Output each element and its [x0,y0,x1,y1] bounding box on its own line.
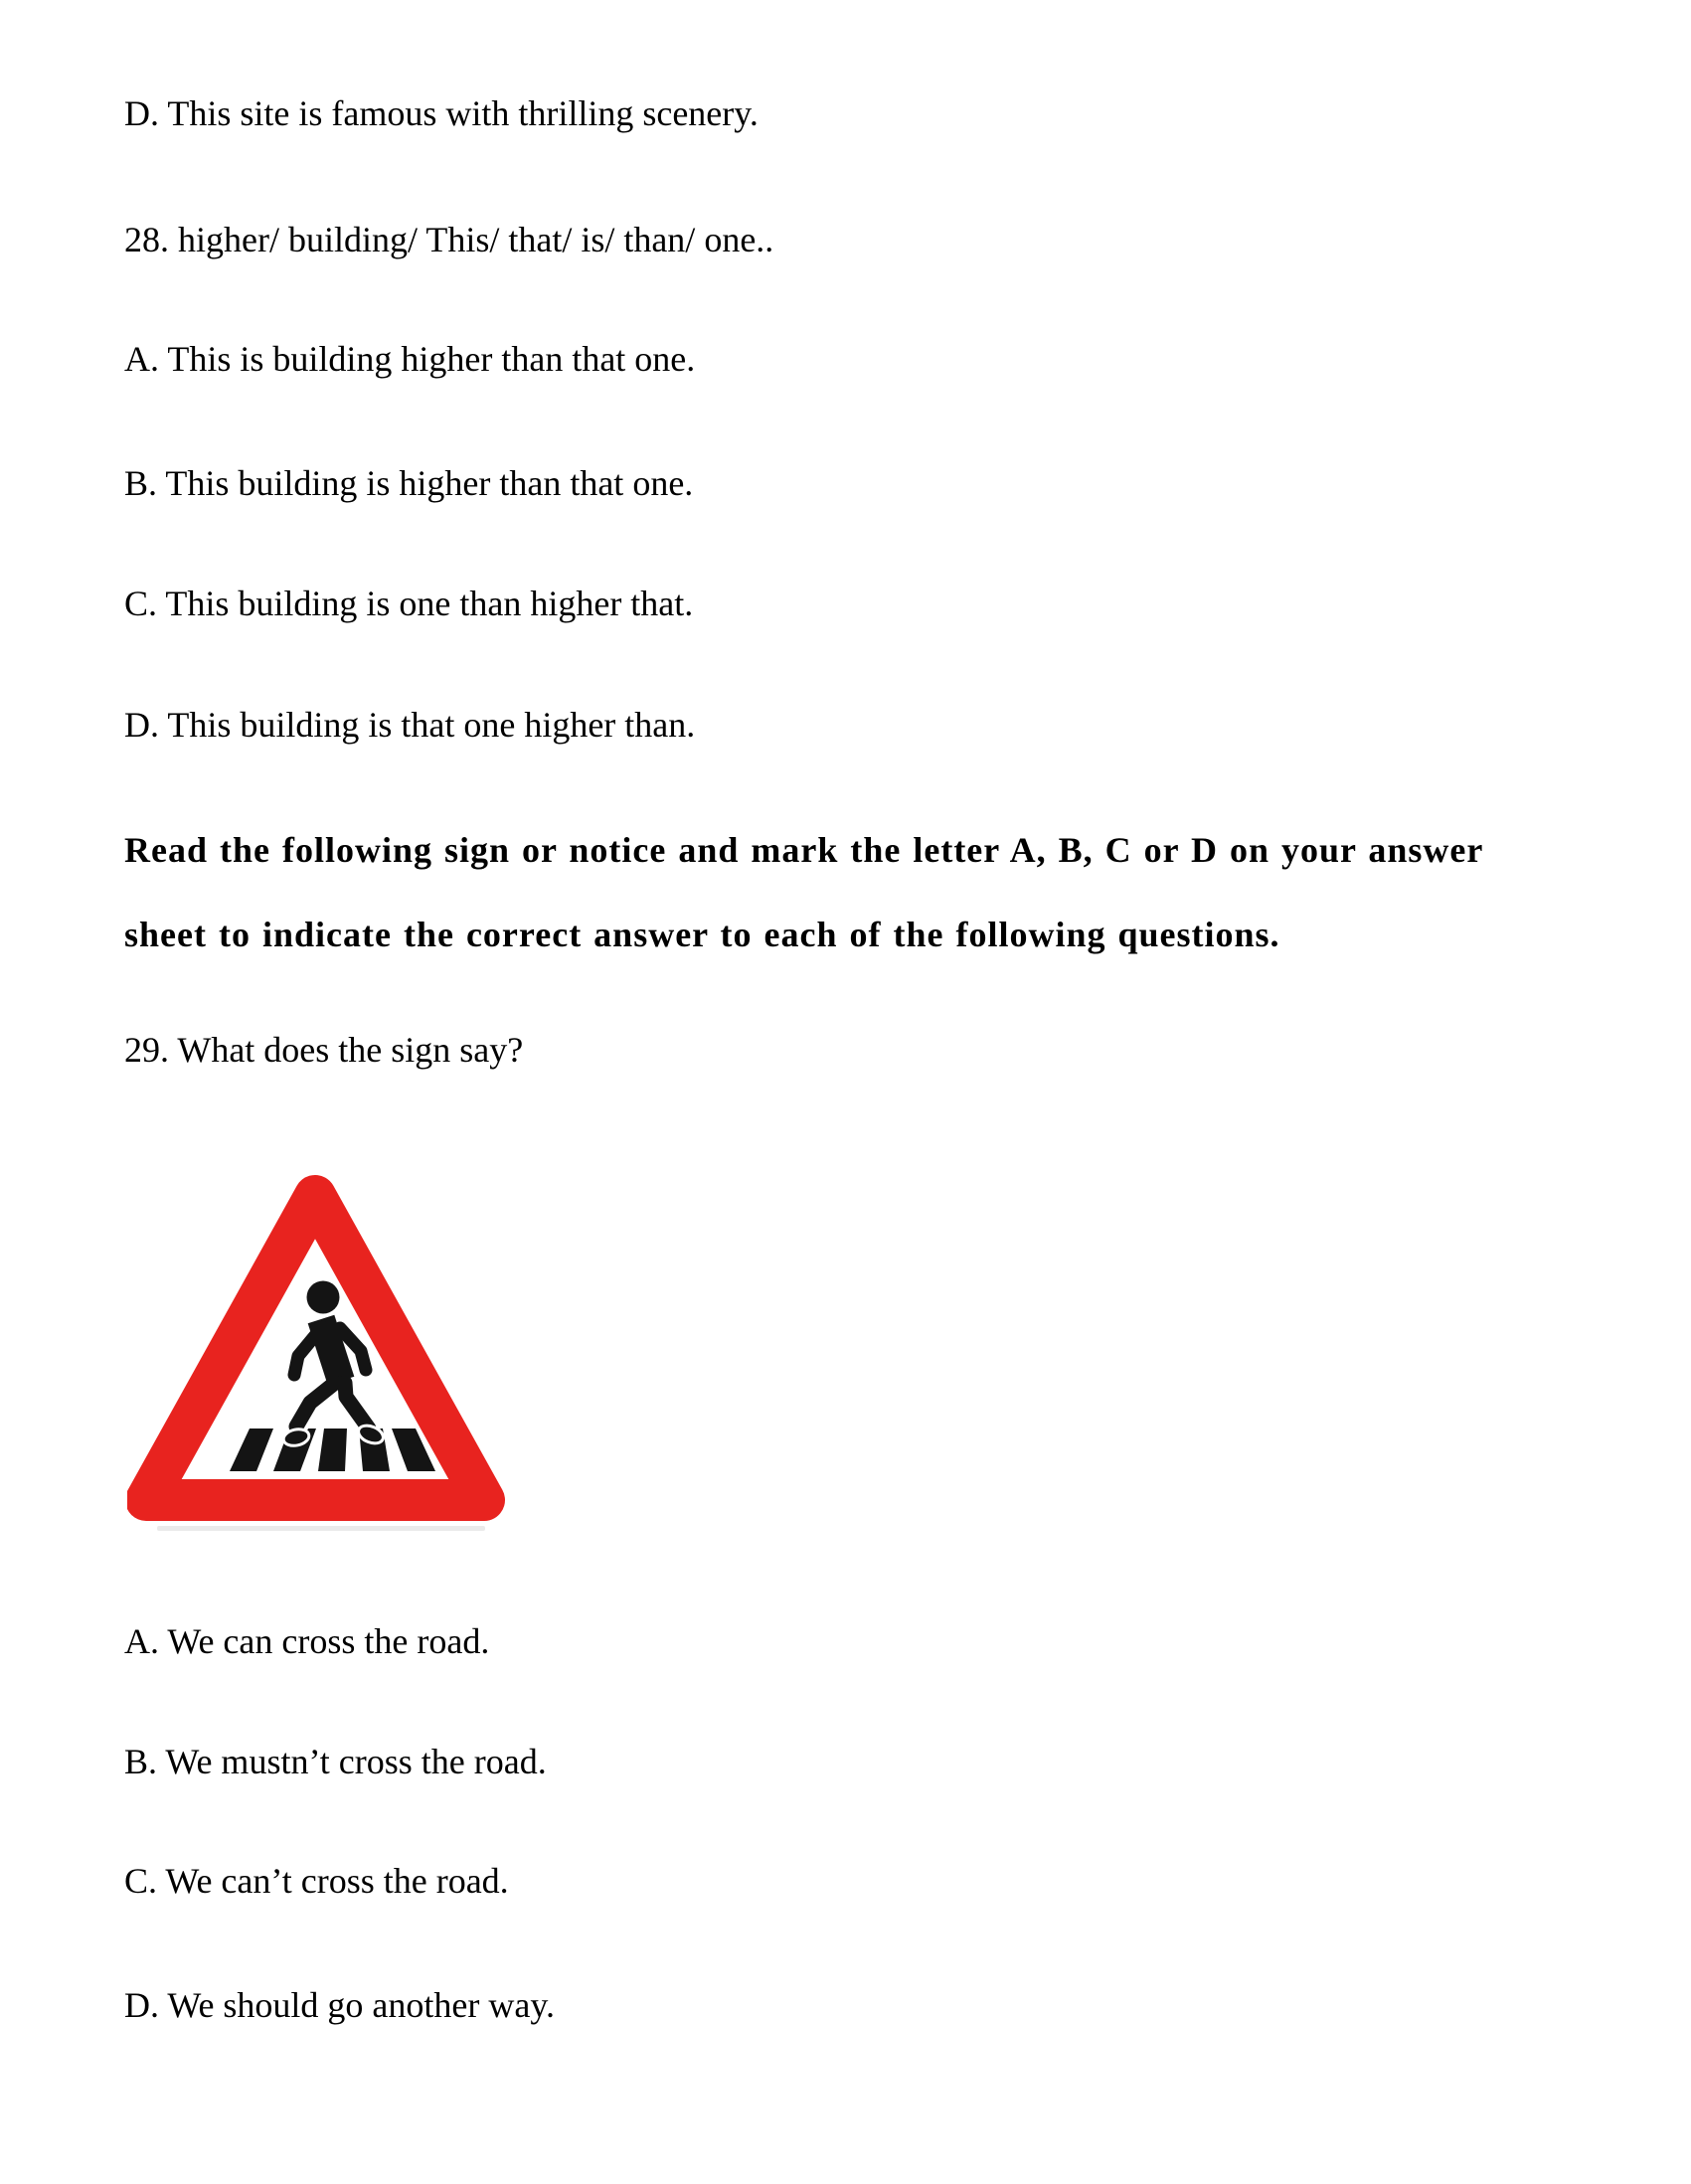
question-29-option-c: C. We can’t cross the road. [124,1861,509,1901]
warning-triangle [146,1196,484,1500]
pedestrian-head [307,1281,340,1314]
question-28-option-a: A. This is building higher than that one. [124,339,696,379]
pedestrian-crossing-sign-svg [127,1156,515,1544]
question-28-option-d: D. This building is that one higher than. [124,705,696,745]
question-29-option-a: A. We can cross the road. [124,1621,490,1661]
question-28-prompt: 28. higher/ building/ This/ that/ is/ than/ one.. [124,220,774,259]
question-29-option-b: B. We mustn’t cross the road. [124,1742,547,1781]
section-instruction-line-2: sheet to indicate the correct answer to each of the following questions. [124,915,1280,954]
question-29-prompt: 29. What does the sign say? [124,1030,524,1070]
question-29-option-d: D. We should go another way. [124,1985,556,2025]
option-line-27d: D. This site is famous with thrilling scenery. [124,93,759,133]
question-28-option-b: B. This building is higher than that one. [124,463,694,503]
pedestrian-crossing-sign-image [127,1156,515,1544]
question-28-option-c: C. This building is one than higher that. [124,584,694,623]
sign-shadow [157,1526,485,1531]
section-instruction-line-1: Read the following sign or notice and mark the letter A, B, C or D on your answer [124,830,1484,870]
section-instruction [124,808,1483,977]
